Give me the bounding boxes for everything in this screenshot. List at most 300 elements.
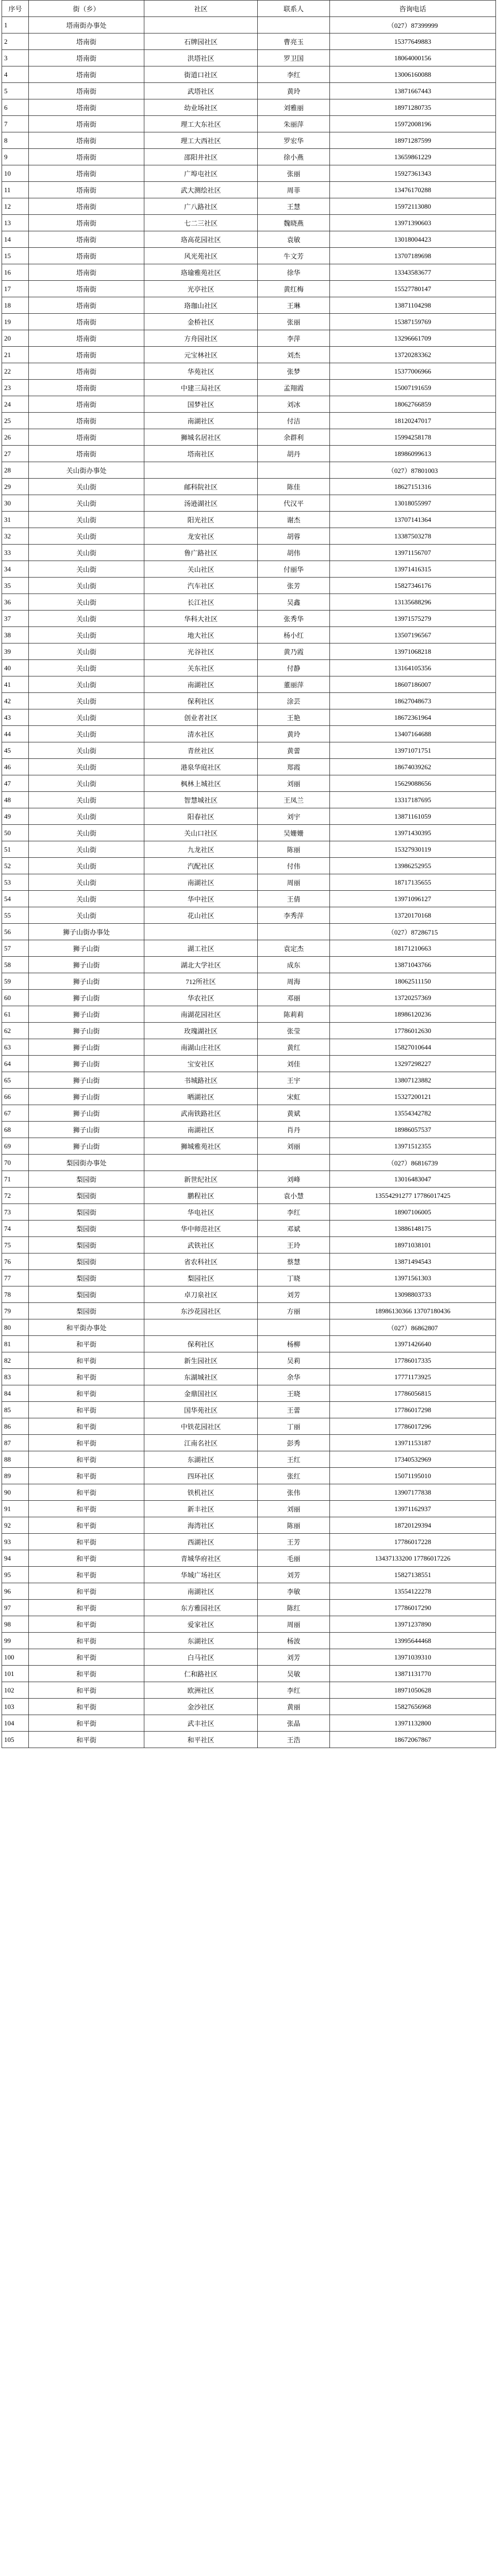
table-row (2, 1715, 496, 1732)
row-contact: 袁小慧 (258, 1188, 330, 1204)
table-row (2, 1303, 496, 1319)
row-index: 95 (2, 1567, 29, 1583)
row-phone: 18627151316 (330, 479, 496, 495)
row-contact: 成东 (258, 957, 330, 973)
row-contact: 周丽 (258, 1616, 330, 1633)
row-phone: 18986130366 13707180436 (330, 1303, 496, 1319)
row-community: 国华苑社区 (144, 1402, 258, 1418)
row-street: 塔南街 (29, 446, 144, 462)
row-street: 关山街 (29, 594, 144, 611)
table-row (2, 1435, 496, 1451)
row-index: 14 (2, 231, 29, 248)
row-community: 铁机社区 (144, 1484, 258, 1501)
row-street: 梨园街办事处 (29, 1155, 144, 1171)
row-community: 南湖山庄社区 (144, 1039, 258, 1056)
row-community: 欧洲社区 (144, 1682, 258, 1699)
table-row (2, 891, 496, 907)
row-index: 90 (2, 1484, 29, 1501)
row-community: 阳春社区 (144, 808, 258, 825)
row-index: 18 (2, 297, 29, 314)
table-row (2, 775, 496, 792)
row-contact: 张伟 (258, 1484, 330, 1501)
table-row (2, 874, 496, 891)
row-phone: 18717135655 (330, 874, 496, 891)
table-row (2, 1418, 496, 1435)
row-contact: 刘杰 (258, 347, 330, 363)
table-row (2, 380, 496, 396)
row-index: 57 (2, 940, 29, 957)
table-row (2, 676, 496, 693)
row-street: 狮子山街 (29, 1056, 144, 1072)
row-street: 关山街 (29, 660, 144, 676)
row-index: 105 (2, 1732, 29, 1748)
row-community: 汽车社区 (144, 578, 258, 594)
row-phone: 13907177838 (330, 1484, 496, 1501)
table-row (2, 1451, 496, 1468)
row-street: 关山街 (29, 891, 144, 907)
row-index: 42 (2, 693, 29, 709)
table-row (2, 1155, 496, 1171)
row-community: 新世纪社区 (144, 1171, 258, 1188)
row-phone: 17340532969 (330, 1451, 496, 1468)
table-row (2, 314, 496, 330)
row-street: 和平街 (29, 1369, 144, 1385)
row-index: 83 (2, 1369, 29, 1385)
table-row (2, 578, 496, 594)
row-community: 金桥社区 (144, 314, 258, 330)
row-index: 72 (2, 1188, 29, 1204)
row-community (144, 1319, 258, 1336)
row-community: 珞珈山社区 (144, 297, 258, 314)
row-contact (258, 1155, 330, 1171)
row-street: 梨园街 (29, 1286, 144, 1303)
row-street: 和平街 (29, 1666, 144, 1682)
row-phone: 18971050628 (330, 1682, 496, 1699)
row-phone: 13098803733 (330, 1286, 496, 1303)
row-community: 712所社区 (144, 973, 258, 990)
row-community (144, 1155, 258, 1171)
row-phone: 13871131770 (330, 1666, 496, 1682)
row-index: 23 (2, 380, 29, 396)
row-street: 狮子山街 (29, 1072, 144, 1089)
row-street: 关山街 (29, 841, 144, 858)
row-street: 关山街 (29, 643, 144, 660)
row-index: 82 (2, 1352, 29, 1369)
row-index: 8 (2, 132, 29, 149)
row-phone: 13018004423 (330, 231, 496, 248)
table-row (2, 264, 496, 281)
table-row (2, 792, 496, 808)
row-index: 104 (2, 1715, 29, 1732)
row-contact: 刘冰 (258, 396, 330, 413)
row-street: 和平街 (29, 1550, 144, 1567)
row-contact: 王红 (258, 1451, 330, 1468)
row-index: 84 (2, 1385, 29, 1402)
row-contact: 付丽华 (258, 561, 330, 578)
row-phone: 15927361343 (330, 165, 496, 182)
row-index: 29 (2, 479, 29, 495)
row-community: 东湖社区 (144, 1633, 258, 1649)
row-contact: 余华 (258, 1369, 330, 1385)
row-contact: 黄红梅 (258, 281, 330, 297)
row-index: 73 (2, 1204, 29, 1221)
table-row (2, 132, 496, 149)
row-contact: 邓丽 (258, 990, 330, 1006)
row-street: 塔南街 (29, 330, 144, 347)
row-community: 狮城名居社区 (144, 429, 258, 446)
row-contact: 谢杰 (258, 512, 330, 528)
row-street: 塔南街 (29, 66, 144, 83)
row-index: 64 (2, 1056, 29, 1072)
column-header: 社区 (144, 1, 258, 17)
row-street: 和平街 (29, 1385, 144, 1402)
row-community: 青城华府社区 (144, 1550, 258, 1567)
row-street: 狮子山街 (29, 1039, 144, 1056)
row-contact: 肖丹 (258, 1122, 330, 1138)
row-contact: 王玲 (258, 1237, 330, 1253)
row-contact: 付静 (258, 660, 330, 676)
row-phone: 15007191659 (330, 380, 496, 396)
row-community: 四环社区 (144, 1468, 258, 1484)
row-community: 武铁社区 (144, 1237, 258, 1253)
row-community: 光亭社区 (144, 281, 258, 297)
row-community: 创业者社区 (144, 709, 258, 726)
row-index: 71 (2, 1171, 29, 1188)
row-index: 81 (2, 1336, 29, 1352)
row-phone: 13971575279 (330, 611, 496, 627)
row-contact: 王宇 (258, 1072, 330, 1089)
row-index: 16 (2, 264, 29, 281)
row-phone: 13971237890 (330, 1616, 496, 1633)
row-index: 52 (2, 858, 29, 874)
row-street: 关山街 (29, 627, 144, 643)
table-row (2, 1072, 496, 1089)
column-header: 联系人 (258, 1, 330, 17)
row-phone: 15629088656 (330, 775, 496, 792)
table-row (2, 1319, 496, 1336)
row-community: 珞瑜雅苑社区 (144, 264, 258, 281)
row-community: 华电社区 (144, 1204, 258, 1221)
row-contact: 方丽 (258, 1303, 330, 1319)
row-street: 塔南街 (29, 116, 144, 132)
table-row (2, 759, 496, 775)
table-body (2, 17, 496, 1748)
table-row (2, 1270, 496, 1286)
table-row (2, 940, 496, 957)
row-community: 中建三局社区 (144, 380, 258, 396)
row-community: 华城广场社区 (144, 1567, 258, 1583)
row-index: 9 (2, 149, 29, 165)
row-index: 50 (2, 825, 29, 841)
table-row (2, 808, 496, 825)
row-phone: 13971426640 (330, 1336, 496, 1352)
row-phone: 18672067867 (330, 1732, 496, 1748)
row-index: 19 (2, 314, 29, 330)
table-row (2, 396, 496, 413)
row-phone: 13886148175 (330, 1221, 496, 1237)
row-index: 47 (2, 775, 29, 792)
row-index: 79 (2, 1303, 29, 1319)
row-index: 70 (2, 1155, 29, 1171)
row-community: 华中社区 (144, 891, 258, 907)
row-street: 和平街 (29, 1451, 144, 1468)
row-phone: 15827346176 (330, 578, 496, 594)
row-index: 1 (2, 17, 29, 33)
row-phone: 13343583677 (330, 264, 496, 281)
table-row (2, 1468, 496, 1484)
row-contact: 王晓 (258, 1385, 330, 1402)
row-street: 狮子山街 (29, 957, 144, 973)
table-row (2, 50, 496, 66)
row-contact: 张芳 (258, 578, 330, 594)
row-street: 狮子山街 (29, 990, 144, 1006)
table-row (2, 116, 496, 132)
row-contact: 张晶 (258, 1715, 330, 1732)
row-index: 12 (2, 198, 29, 215)
row-phone: 15387159769 (330, 314, 496, 330)
row-index: 93 (2, 1534, 29, 1550)
row-phone: 13971162937 (330, 1501, 496, 1517)
row-index: 53 (2, 874, 29, 891)
row-street: 梨园街 (29, 1188, 144, 1204)
row-phone: 18672361964 (330, 709, 496, 726)
row-phone: 18986120236 (330, 1006, 496, 1023)
table-row (2, 33, 496, 50)
row-index: 48 (2, 792, 29, 808)
table-row (2, 512, 496, 528)
row-phone: 18171210663 (330, 940, 496, 957)
row-community: 东方雅园社区 (144, 1600, 258, 1616)
row-index: 41 (2, 676, 29, 693)
row-index: 26 (2, 429, 29, 446)
table-row (2, 1006, 496, 1023)
row-community: 武大测绘社区 (144, 182, 258, 198)
row-community: 书城路社区 (144, 1072, 258, 1089)
row-index: 55 (2, 907, 29, 924)
row-contact: 王浩 (258, 1732, 330, 1748)
table-row (2, 1105, 496, 1122)
row-community: 新丰社区 (144, 1501, 258, 1517)
table-row (2, 215, 496, 231)
row-index: 6 (2, 99, 29, 116)
row-index: 7 (2, 116, 29, 132)
row-community: 龙安社区 (144, 528, 258, 545)
table-row (2, 1385, 496, 1402)
row-community: 武南铁路社区 (144, 1105, 258, 1122)
row-contact: 张梦 (258, 363, 330, 380)
row-street: 塔南街 (29, 165, 144, 182)
table-row (2, 1237, 496, 1253)
row-contact: 宋虹 (258, 1089, 330, 1105)
row-community: 南湖社区 (144, 1583, 258, 1600)
row-index: 100 (2, 1649, 29, 1666)
row-community: 海湾社区 (144, 1517, 258, 1534)
row-community: 江南名社区 (144, 1435, 258, 1451)
row-contact: 张丽 (258, 314, 330, 330)
row-phone: 13317187695 (330, 792, 496, 808)
row-phone: 17786017296 (330, 1418, 496, 1435)
row-street: 关山街 (29, 512, 144, 528)
row-contact: 李红 (258, 1204, 330, 1221)
row-phone: 15327200121 (330, 1089, 496, 1105)
row-community: 清水社区 (144, 726, 258, 742)
row-phone: 13971071751 (330, 742, 496, 759)
row-index: 25 (2, 413, 29, 429)
row-phone: 17771173925 (330, 1369, 496, 1385)
row-street: 关山街 (29, 907, 144, 924)
row-street: 梨园街 (29, 1221, 144, 1237)
row-street: 关山街 (29, 528, 144, 545)
table-row (2, 907, 496, 924)
row-contact: 刘峰 (258, 1171, 330, 1188)
row-street: 塔南街 (29, 231, 144, 248)
row-index: 75 (2, 1237, 29, 1253)
row-street: 塔南街 (29, 215, 144, 231)
row-street: 塔南街 (29, 413, 144, 429)
table-row (2, 83, 496, 99)
row-street: 和平街 (29, 1699, 144, 1715)
table-row (2, 66, 496, 83)
row-community: 保利社区 (144, 1336, 258, 1352)
row-phone: 18971280735 (330, 99, 496, 116)
row-community: 国梦社区 (144, 396, 258, 413)
row-street: 塔南街 (29, 429, 144, 446)
row-contact: 曹亮玉 (258, 33, 330, 50)
row-index: 31 (2, 512, 29, 528)
row-street: 塔南街 (29, 198, 144, 215)
row-index: 38 (2, 627, 29, 643)
row-phone: 13871161059 (330, 808, 496, 825)
row-phone: 18064000156 (330, 50, 496, 66)
row-index: 35 (2, 578, 29, 594)
row-community: 邮科院社区 (144, 479, 258, 495)
row-street: 塔南街 (29, 83, 144, 99)
row-contact: 牛文芳 (258, 248, 330, 264)
table-row (2, 1369, 496, 1385)
row-community: 保利社区 (144, 693, 258, 709)
row-phone: 13707141364 (330, 512, 496, 528)
table-row (2, 1204, 496, 1221)
row-street: 关山街 (29, 495, 144, 512)
table-row (2, 627, 496, 643)
row-contact: 刘宇 (258, 808, 330, 825)
row-community: 七二三社区 (144, 215, 258, 231)
row-index: 33 (2, 545, 29, 561)
table-row (2, 1534, 496, 1550)
row-street: 关山街 (29, 759, 144, 775)
row-phone: 15377006966 (330, 363, 496, 380)
row-index: 78 (2, 1286, 29, 1303)
row-contact: 魏晓燕 (258, 215, 330, 231)
row-street: 和平街 (29, 1649, 144, 1666)
row-street: 塔南街 (29, 99, 144, 116)
row-phone: 15327930119 (330, 841, 496, 858)
row-community: 广埠屯社区 (144, 165, 258, 182)
row-contact: 黄丽 (258, 1699, 330, 1715)
row-street: 和平街 (29, 1517, 144, 1534)
row-contact: 周丽 (258, 874, 330, 891)
row-community: 南湖社区 (144, 676, 258, 693)
table-row (2, 1336, 496, 1352)
row-phone: 18120247017 (330, 413, 496, 429)
row-phone: （027）87286715 (330, 924, 496, 940)
table-row (2, 248, 496, 264)
row-index: 86 (2, 1418, 29, 1435)
row-street: 关山街 (29, 611, 144, 627)
row-community: 中铁花园社区 (144, 1418, 258, 1435)
table-row (2, 957, 496, 973)
table-row (2, 1666, 496, 1682)
row-street: 关山街 (29, 825, 144, 841)
table-row (2, 446, 496, 462)
row-street: 和平街 (29, 1402, 144, 1418)
row-index: 56 (2, 924, 29, 940)
row-phone: 13006160088 (330, 66, 496, 83)
row-index: 51 (2, 841, 29, 858)
row-contact: 罗卫国 (258, 50, 330, 66)
row-index: 43 (2, 709, 29, 726)
row-community: 武丰社区 (144, 1715, 258, 1732)
row-index: 46 (2, 759, 29, 775)
row-contact: 陈莉莉 (258, 1006, 330, 1023)
row-phone: 15827138551 (330, 1567, 496, 1583)
row-phone: 13871043766 (330, 957, 496, 973)
row-contact: 胡丹 (258, 446, 330, 462)
row-community: 晒湖社区 (144, 1089, 258, 1105)
row-contact: 黄乃霞 (258, 643, 330, 660)
row-community: 汤逊湖社区 (144, 495, 258, 512)
row-contact: 刘芳 (258, 1286, 330, 1303)
row-contact: 刘雅丽 (258, 99, 330, 116)
row-contact: 徐华 (258, 264, 330, 281)
row-community: 鹏程社区 (144, 1188, 258, 1204)
row-contact: 丁丽 (258, 1418, 330, 1435)
table-row (2, 297, 496, 314)
row-street: 和平街 (29, 1352, 144, 1369)
row-phone: 13971068218 (330, 643, 496, 660)
row-contact: 周海 (258, 973, 330, 990)
row-phone: 18720129394 (330, 1517, 496, 1534)
row-contact: 彭秀 (258, 1435, 330, 1451)
row-phone: 17786017335 (330, 1352, 496, 1369)
row-community: 街道口社区 (144, 66, 258, 83)
row-index: 5 (2, 83, 29, 99)
table-row (2, 1352, 496, 1369)
row-phone: 18986057537 (330, 1122, 496, 1138)
row-phone: 15071195010 (330, 1468, 496, 1484)
row-community: 新生园社区 (144, 1352, 258, 1369)
row-phone: 18607186007 (330, 676, 496, 693)
row-community: 宝安社区 (144, 1056, 258, 1072)
row-index: 96 (2, 1583, 29, 1600)
row-contact: 王蕾 (258, 1402, 330, 1418)
row-phone: 13707189698 (330, 248, 496, 264)
row-phone: 17786017290 (330, 1600, 496, 1616)
row-community: 南湖社区 (144, 874, 258, 891)
row-phone: 13971430395 (330, 825, 496, 841)
row-contact: 胡伟 (258, 545, 330, 561)
table-row (2, 1567, 496, 1583)
row-community: 和平社区 (144, 1732, 258, 1748)
row-contact: 张丽 (258, 165, 330, 182)
table-row (2, 149, 496, 165)
row-community: 金沙社区 (144, 1699, 258, 1715)
row-index: 59 (2, 973, 29, 990)
row-street: 和平街 (29, 1633, 144, 1649)
row-community: 地大社区 (144, 627, 258, 643)
row-street: 关山街 (29, 561, 144, 578)
row-community (144, 462, 258, 479)
